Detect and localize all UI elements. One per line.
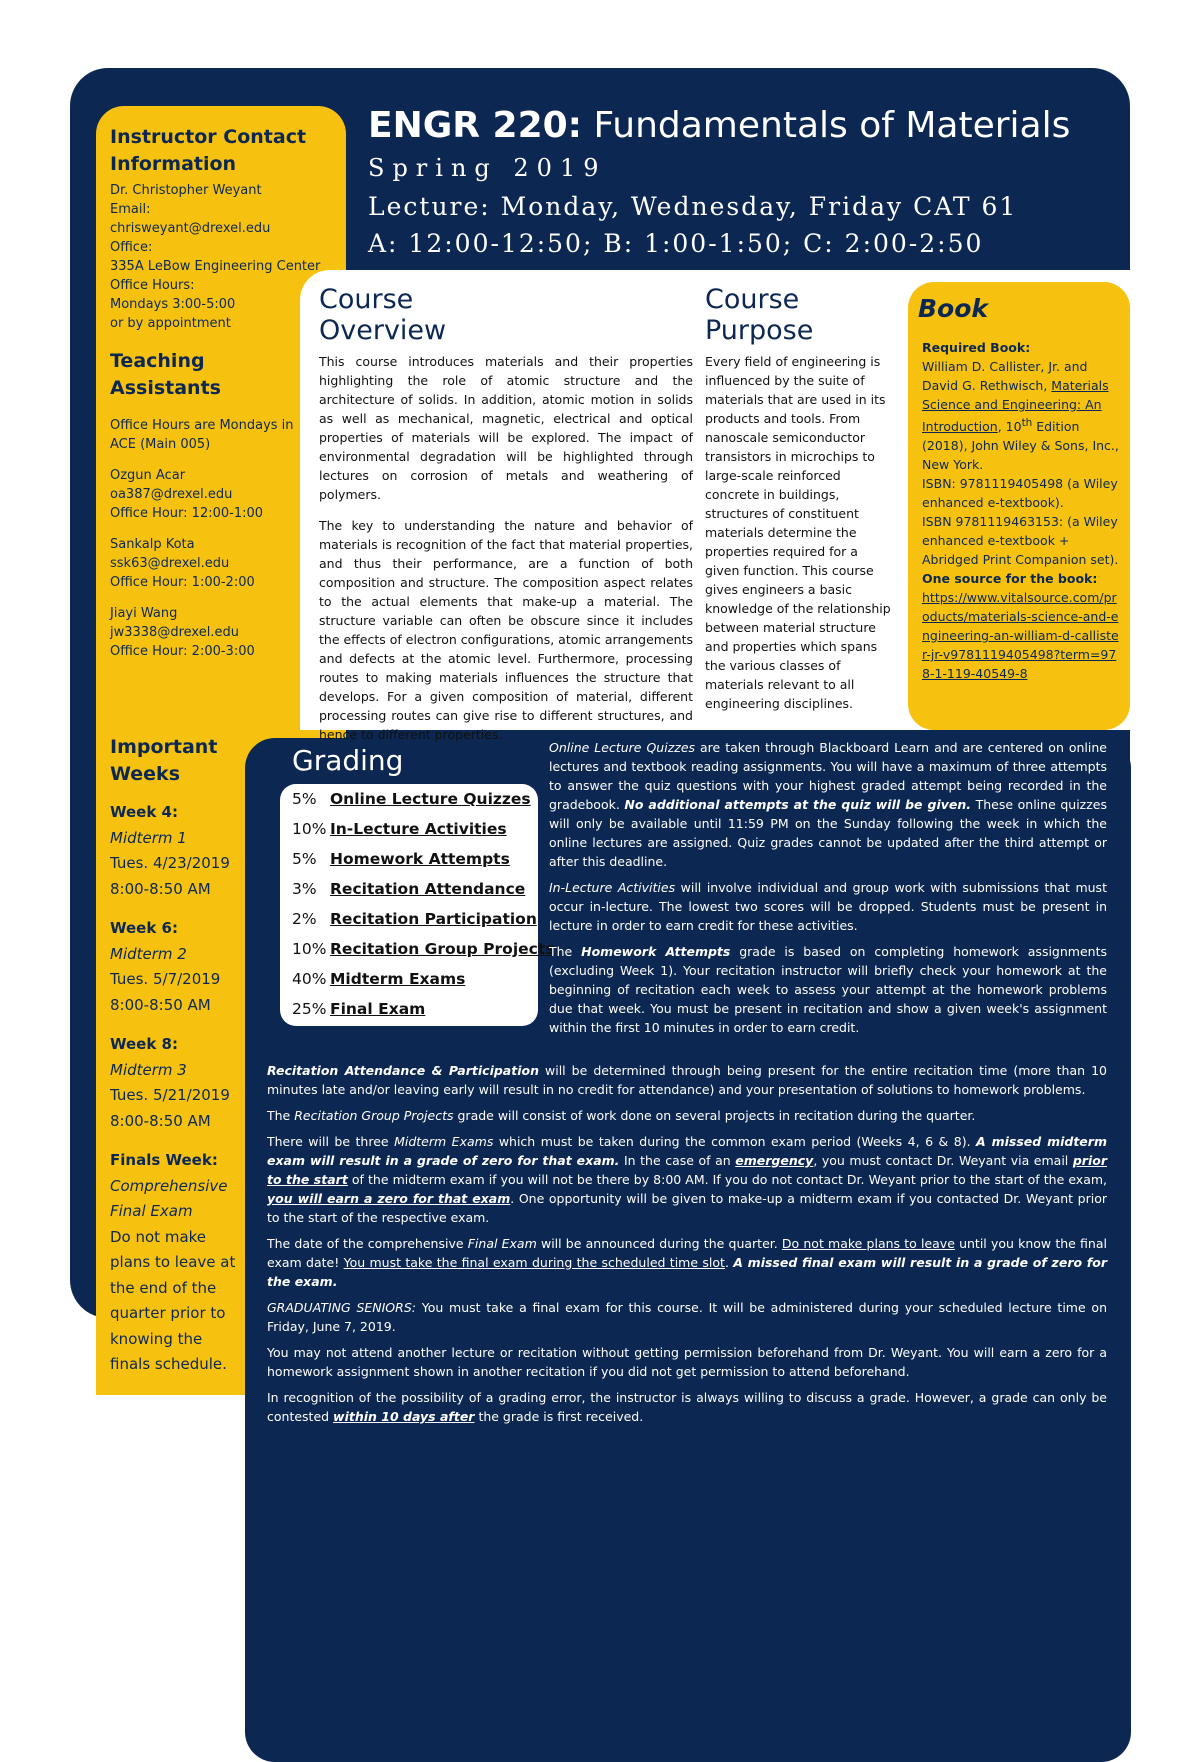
grade-pct: 2% xyxy=(292,910,317,928)
midterm-emphasis: emergency xyxy=(735,1153,814,1168)
book-source-link[interactable]: https://www.vitalsource.com/products/materials-science-and-engineering-an-william-d-callister-jr-v9781119405498?term=978-1-119-40549-8 xyxy=(922,590,1119,682)
activities-term: In-Lecture Activities xyxy=(549,880,676,895)
midterm-policy xyxy=(267,1132,1107,1227)
grade-item xyxy=(292,850,510,868)
grading-details-upper xyxy=(549,738,1107,1044)
overview-paragraph: The key to understanding the nature and behavior of materials is recognition of the fact that material properties, and thus their performance, are a function of both composition and structure. The composition aspect relates to the actual elements that make-up a material. The structure variable can often be obscure since it includes the effects of electron configurations, atomic arrangements and defects at the atomic level. Furthermore, processing routes to making materials influences the structure that develops. For a given composition of material, different processing routes can give rise to different structures, and hence to different properties. xyxy=(319,518,694,742)
midterm-text: which must be taken during the common exam period (Weeks 4, 6 & 8). xyxy=(493,1134,977,1149)
office-hours-alt: or by appointment xyxy=(110,316,231,331)
week-exam: Midterm 1 xyxy=(110,828,187,847)
recitation-term: Recitation Attendance & Participation xyxy=(267,1063,539,1078)
grading-details-lower xyxy=(267,1061,1107,1433)
grade-pct: 3% xyxy=(292,880,317,898)
quizzes-policy xyxy=(549,738,1107,871)
homework-term: Homework Attempts xyxy=(581,944,731,959)
book-isbn: ISBN: 9781119405498 (a Wiley enhanced e-textbook). xyxy=(922,476,1118,511)
final-emphasis: You must take the final exam during the scheduled time slot xyxy=(343,1255,725,1270)
final-text: will be announced during the quarter. xyxy=(536,1236,782,1251)
ta-email: ssk63@drexel.edu xyxy=(110,556,230,571)
grading-heading: Grading xyxy=(292,744,404,777)
ta-email: jw3338@drexel.edu xyxy=(110,625,239,640)
midterm-emphasis: A missed midterm exam will result in a grade of zero for that exam. xyxy=(267,1134,1107,1168)
week-time: 8:00-8:50 AM xyxy=(110,1111,211,1130)
error-emphasis: within 10 days after xyxy=(333,1409,475,1424)
book-citation xyxy=(922,357,1122,474)
book-heading: Book xyxy=(918,294,989,323)
lecture-sections: A: 12:00-12:50; B: 1:00-1:50; C: 2:00-2:50 xyxy=(368,229,984,258)
grade-breakdown xyxy=(280,784,555,1026)
week-label: Week 4: xyxy=(110,803,178,821)
week-time: 8:00-8:50 AM xyxy=(110,995,211,1014)
teaching-assistants xyxy=(110,348,295,661)
grade-item xyxy=(292,940,554,958)
grade-item xyxy=(292,790,531,808)
ta-name: Jiayi Wang xyxy=(110,606,178,621)
week-date: Tues. 5/7/2019 xyxy=(110,970,221,988)
final-emphasis: A missed final exam will result in a grade of zero for the exam. xyxy=(267,1255,1107,1289)
purpose-text: Every field of engineering is influenced by the suite of materials that are used in its products and tools. From nanoscale semiconductor transistors in microchips to large-scale reinforced concrete in buildings, structures of constituent materials determine the properties required for a given function. This course gives engineers a basic knowledge of the relationship between material structure and properties which spans the various classes of materials relevant to all engineering disciplines. xyxy=(705,354,891,711)
week-date: Tues. 4/23/2019 xyxy=(110,854,230,872)
midterm-text: . One opportunity will be given to make-up a midterm exam if you contacted Dr. Weyant prior to the start of the respective exam. xyxy=(267,1191,1107,1225)
midterm-text: , you must contact Dr. Weyant via email xyxy=(813,1153,1073,1168)
grade-name: In-Lecture Activities xyxy=(330,820,507,838)
finals-exam: Comprehensive Final Exam xyxy=(110,1176,228,1220)
email-label: Email: xyxy=(110,202,151,217)
week-time: 8:00-8:50 AM xyxy=(110,879,211,898)
error-text: In recognition of the possibility of a grading error, the instructor is always willing to discuss a grade. However, a grade can only be contested xyxy=(267,1390,1107,1424)
book-publisher: Edition (2018), John Wiley & Sons, Inc., New York. xyxy=(922,419,1119,473)
midterm-emphasis: you will earn a zero for that exam xyxy=(267,1191,511,1206)
overview-text xyxy=(319,352,696,756)
week-exam: Midterm 2 xyxy=(110,944,187,963)
projects-pre: The xyxy=(267,1108,295,1123)
grade-name: Final Exam xyxy=(330,1000,426,1018)
book-details xyxy=(922,338,1122,683)
ta-note: Office Hours are Mondays in ACE (Main 005) xyxy=(110,418,294,452)
grade-item xyxy=(292,1000,425,1018)
overview-heading: Course Overview xyxy=(319,284,447,346)
instructor-name: Dr. Christopher Weyant xyxy=(110,183,262,198)
projects-text: grade will consist of work done on several projects in recitation during the quarter. xyxy=(453,1108,976,1123)
book-edition-sup: th xyxy=(1021,417,1033,429)
book-required-label: Required Book: xyxy=(922,340,1031,355)
projects-term: Recitation Group Projects xyxy=(294,1108,454,1123)
lecture-days: Lecture: Monday, Wednesday, Friday CAT 61 xyxy=(368,192,1018,221)
quizzes-emphasis: No additional attempts at the quiz will be given. xyxy=(624,797,971,812)
grade-pct: 10% xyxy=(292,820,327,838)
instructor-heading: Instructor Contact Information xyxy=(110,126,307,175)
grade-item xyxy=(292,970,465,988)
semester: Spring 2019 xyxy=(368,154,607,182)
weeks-heading: Important Weeks xyxy=(110,736,218,785)
book-edition: , 10 xyxy=(997,419,1022,435)
midterm-text: In the case of an xyxy=(619,1153,736,1168)
ta-heading: Teaching Assistants xyxy=(110,350,221,399)
office-hours: Mondays 3:00-5:00 xyxy=(110,297,236,312)
midterm-emphasis: prior to the start xyxy=(267,1153,1107,1187)
week-entry xyxy=(110,1032,245,1134)
instructor-contact xyxy=(110,124,340,333)
homework-policy xyxy=(549,942,1107,1037)
recitation-policy xyxy=(267,1061,1107,1099)
grade-pct: 10% xyxy=(292,940,327,958)
seniors-text: You must take a final exam for this course. It will be administered during your scheduled lecture time on Friday, June 7, 2019. xyxy=(267,1300,1107,1334)
grade-item xyxy=(292,880,525,898)
book-authors: William D. Callister, Jr. and David G. Rethwisch, xyxy=(922,359,1088,393)
ta-name: Ozgun Acar xyxy=(110,468,186,483)
grade-pct: 25% xyxy=(292,1000,327,1018)
ta-entry xyxy=(110,535,295,592)
seniors-term: GRADUATING SENIORS: xyxy=(267,1300,416,1315)
course-name: Fundamentals of Materials xyxy=(582,105,1071,146)
permission-policy: You may not attend another lecture or recitation without getting permission beforehand from Dr. Weyant. You will earn a zero for a homework assignment shown in another recitation if you did not get permission to attend beforehand. xyxy=(267,1345,1107,1379)
homework-text: grade is based on completing homework assignments (excluding Week 1). Your recitation instructor will briefly check your homework at the beginning of recitation each week to assess your attempt at the homework problems due that week. You must be present in recitation and show a given week's assignment within the first 10 minutes in order to earn credit. xyxy=(549,944,1107,1035)
purpose-heading: Course Purpose xyxy=(705,284,814,346)
grade-item xyxy=(292,820,507,838)
office-hours-label: Office Hours: xyxy=(110,278,195,293)
week-exam: Midterm 3 xyxy=(110,1060,187,1079)
final-term: Final Exam xyxy=(467,1236,537,1251)
midterm-term: Midterm Exams xyxy=(394,1134,494,1149)
grade-item xyxy=(292,910,537,928)
book-isbn: ISBN 9781119463153: (a Wiley enhanced e-textbook + Abridged Print Companion set). xyxy=(922,514,1119,568)
ta-hours: Office Hour: 1:00-2:00 xyxy=(110,575,255,590)
grade-pct: 40% xyxy=(292,970,327,988)
error-text: the grade is first received. xyxy=(474,1409,644,1424)
grade-error-policy xyxy=(267,1388,1107,1426)
grade-name: Midterm Exams xyxy=(330,970,466,988)
final-pre: The date of the comprehensive xyxy=(267,1236,468,1251)
recitation-text: will be determined through being present for the entire recitation time (more than 10 minutes late and/or leaving early will result in no credit for attendance) and your presentation of solutions to homework problems. xyxy=(267,1063,1107,1097)
instructor-email: chrisweyant@drexel.edu xyxy=(110,221,271,236)
office-label: Office: xyxy=(110,240,153,255)
quizzes-text: are taken through Blackboard Learn and are centered on online lectures and textbook reading assignments. You will have a maximum of three attempts to answer the quiz questions with your highest graded attempt being recorded in the gradebook. xyxy=(549,740,1107,812)
quizzes-text: These online quizzes will only be available until 11:59 PM on the Sunday following the week in which the online lectures are assigned. Quiz grades cannot be updated after the third attempt or after this deadline. xyxy=(549,797,1107,869)
book-title-link[interactable]: Materials Science and Engineering: An Introduction xyxy=(922,378,1109,435)
course-code: ENGR 220: xyxy=(368,105,583,146)
final-text: until you know the final exam date! xyxy=(267,1236,1107,1270)
ta-hours: Office Hour: 12:00-1:00 xyxy=(110,506,264,521)
grade-pct: 5% xyxy=(292,850,317,868)
projects-policy xyxy=(267,1106,1107,1125)
ta-hours: Office Hour: 2:00-3:00 xyxy=(110,644,255,659)
final-emphasis: Do not make plans to leave xyxy=(781,1236,955,1251)
grade-pct: 5% xyxy=(292,790,317,808)
instructor-office: 335A LeBow Engineering Center xyxy=(110,259,321,274)
ta-email: oa387@drexel.edu xyxy=(110,487,233,502)
week-date: Tues. 5/21/2019 xyxy=(110,1086,230,1104)
midterm-text: of the midterm exam if you will not be there by 8:00 AM. If you do not contact Dr. Weyant prior to the start of the exam, xyxy=(347,1172,1108,1187)
seniors-policy xyxy=(267,1298,1107,1336)
page-title xyxy=(368,104,1128,148)
final-text: . xyxy=(724,1255,734,1270)
activities-policy xyxy=(549,878,1107,935)
ta-entry xyxy=(110,466,295,523)
week-label: Week 8: xyxy=(110,1035,178,1053)
grade-name: Homework Attempts xyxy=(330,850,510,868)
grade-name: Recitation Attendance xyxy=(330,880,526,898)
book-source-label: One source for the book: xyxy=(922,571,1098,587)
grade-name: Recitation Group Projects xyxy=(330,940,555,958)
finals-note: Do not make plans to leave at the end of the quarter prior to knowing the finals schedule. xyxy=(110,1227,236,1373)
overview-paragraph: This course introduces materials and their properties highlighting the role of atomic structure and the architecture of solids. In addition, atomic motion in solids as well as mechanical, magnetic, electrical and optical properties of materials will be explored. The impact of environmental degradation will be highlighted through lectures on corrosion of metals and weathering of polymers. xyxy=(319,354,693,502)
grade-name: Recitation Participation xyxy=(330,910,537,928)
finals-label: Finals Week: xyxy=(110,1151,218,1169)
homework-pre: The xyxy=(549,944,582,959)
final-policy xyxy=(267,1234,1107,1291)
midterm-pre: There will be three xyxy=(267,1134,395,1149)
ta-entry xyxy=(110,604,295,661)
week-label: Week 6: xyxy=(110,919,178,937)
quizzes-term: Online Lecture Quizzes xyxy=(549,740,696,755)
activities-text: will involve individual and group work with submissions that must occur in-lecture. The lowest two scores will be dropped. Students must be present in lecture in order to earn credit for these activities. xyxy=(549,880,1107,933)
week-entry xyxy=(110,916,245,1018)
important-weeks xyxy=(110,734,245,1378)
week-entry xyxy=(110,800,245,902)
ta-name: Sankalp Kota xyxy=(110,537,195,552)
grade-name: Online Lecture Quizzes xyxy=(330,790,531,808)
